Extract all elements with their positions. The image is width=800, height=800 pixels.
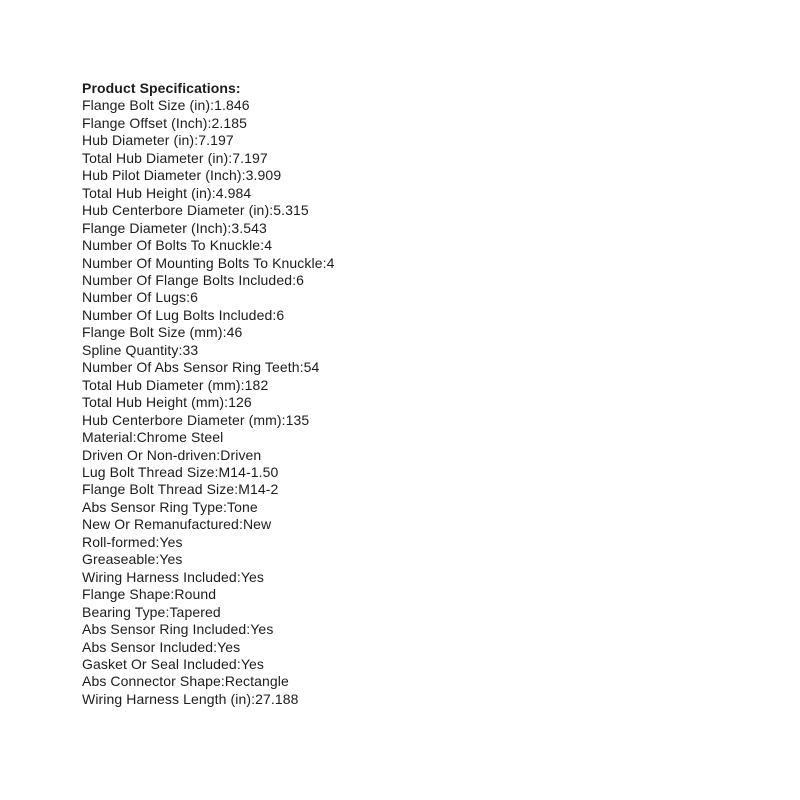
spec-separator: : xyxy=(211,184,216,201)
spec-row xyxy=(82,185,334,202)
spec-label: Bearing Type xyxy=(82,603,166,620)
spec-separator: : xyxy=(132,429,137,446)
spec-row xyxy=(82,586,334,603)
spec-value: 2.185 xyxy=(211,114,248,131)
spec-row xyxy=(82,202,334,219)
spec-row xyxy=(82,621,334,638)
spec-separator: : xyxy=(240,376,245,393)
spec-separator: : xyxy=(207,114,212,131)
spec-value: Driven xyxy=(220,446,262,463)
spec-row xyxy=(82,150,334,167)
spec-label: Number Of Lug Bolts Included xyxy=(82,306,273,323)
spec-value: 7.197 xyxy=(232,149,268,166)
spec-row xyxy=(82,289,334,306)
spec-row xyxy=(82,324,334,341)
spec-label: Flange Bolt Size (in) xyxy=(82,97,211,114)
spec-separator: : xyxy=(299,359,304,376)
spec-label: New Or Remanufactured xyxy=(82,516,239,533)
spec-separator: : xyxy=(322,254,327,271)
spec-separator: : xyxy=(223,498,228,515)
spec-separator: : xyxy=(269,202,274,219)
spec-row xyxy=(82,516,334,533)
spec-label: Material xyxy=(82,429,133,446)
spec-value: 3.909 xyxy=(245,167,282,184)
spec-separator: : xyxy=(213,638,218,655)
spec-label: Abs Sensor Included xyxy=(82,638,214,655)
spec-label: Wiring Harness Included xyxy=(82,568,237,585)
spec-label: Number Of Abs Sensor Ring Teeth xyxy=(82,359,300,376)
spec-label: Flange Diameter (Inch) xyxy=(82,219,228,236)
spec-separator: : xyxy=(155,551,160,568)
spec-separator: : xyxy=(210,97,215,114)
spec-separator: : xyxy=(227,219,232,236)
spec-label: Gasket Or Seal Included xyxy=(82,655,237,672)
spec-value: 33 xyxy=(182,341,199,358)
spec-separator: : xyxy=(165,603,170,620)
spec-separator: : xyxy=(222,324,227,341)
spec-label: Greaseable xyxy=(82,551,156,568)
spec-label: Number Of Lugs xyxy=(82,289,187,306)
spec-label: Number Of Bolts To Knuckle xyxy=(82,237,261,254)
spec-separator: : xyxy=(272,306,277,323)
spec-separator: : xyxy=(236,655,241,672)
spec-label: Abs Connector Shape xyxy=(82,673,221,690)
spec-label: Abs Sensor Ring Included xyxy=(82,621,247,638)
spec-label: Lug Bolt Thread Size xyxy=(82,463,215,480)
spec-row xyxy=(82,499,334,516)
spec-separator: : xyxy=(238,516,243,533)
spec-separator: : xyxy=(292,271,297,288)
spec-row xyxy=(82,429,334,446)
spec-label: Hub Diameter (in) xyxy=(82,132,195,149)
spec-value: 182 xyxy=(244,376,269,393)
spec-separator: : xyxy=(246,621,251,638)
spec-row xyxy=(82,255,334,272)
spec-value: 126 xyxy=(228,394,252,411)
spec-label: Total Hub Height (in) xyxy=(82,184,212,201)
spec-row xyxy=(82,377,334,394)
spec-separator: : xyxy=(228,149,233,166)
spec-separator: : xyxy=(155,533,160,550)
spec-block xyxy=(82,80,334,708)
spec-row xyxy=(82,97,334,114)
spec-label: Flange Bolt Size (mm) xyxy=(82,324,223,341)
spec-value: Yes xyxy=(240,568,264,585)
spec-label: Total Hub Diameter (mm) xyxy=(82,376,241,393)
spec-row xyxy=(82,447,334,464)
spec-separator: : xyxy=(234,481,239,498)
spec-separator: : xyxy=(178,341,183,358)
spec-separator: : xyxy=(194,132,199,149)
spec-label: Abs Sensor Ring Type xyxy=(82,498,224,515)
spec-label: Hub Pilot Diameter (Inch) xyxy=(82,167,242,184)
spec-label: Total Hub Height (mm) xyxy=(82,394,225,411)
spec-list xyxy=(82,97,334,708)
spec-value: 5.315 xyxy=(273,202,309,219)
spec-value: 6 xyxy=(296,271,304,288)
spec-row xyxy=(82,394,334,411)
spec-row xyxy=(82,691,334,708)
spec-value: Chrome Steel xyxy=(136,429,224,446)
spec-row xyxy=(82,604,334,621)
spec-row xyxy=(82,307,334,324)
spec-title: Product Specifications: xyxy=(82,80,241,96)
spec-value: Round xyxy=(174,586,217,603)
spec-value: 1.846 xyxy=(214,97,250,114)
spec-row xyxy=(82,342,334,359)
spec-label: Flange Bolt Thread Size xyxy=(82,481,235,498)
spec-value: Rectangle xyxy=(224,673,289,690)
spec-value: Yes xyxy=(159,551,183,568)
spec-value: 7.197 xyxy=(198,132,234,149)
spec-value: M14-1.50 xyxy=(218,463,279,480)
spec-separator: : xyxy=(236,568,241,585)
spec-row xyxy=(82,569,334,586)
spec-label: Number Of Mounting Bolts To Knuckle xyxy=(82,254,323,271)
spec-value: 4 xyxy=(326,254,335,271)
spec-row xyxy=(82,656,334,673)
spec-row xyxy=(82,639,334,656)
spec-row xyxy=(82,673,334,690)
spec-row xyxy=(82,220,334,237)
spec-value: 27.188 xyxy=(255,690,299,707)
spec-value: Tone xyxy=(227,498,258,515)
spec-row xyxy=(82,132,334,149)
spec-row xyxy=(82,551,334,568)
spec-value: Yes xyxy=(159,533,183,550)
spec-separator: : xyxy=(251,690,256,707)
spec-label: Number Of Flange Bolts Included xyxy=(82,271,293,288)
spec-label: Flange Offset (Inch) xyxy=(82,114,208,131)
spec-value: Yes xyxy=(240,655,264,672)
spec-row xyxy=(82,534,334,551)
spec-row xyxy=(82,272,334,289)
spec-separator: : xyxy=(241,167,246,184)
spec-separator: : xyxy=(220,673,225,690)
spec-separator: : xyxy=(214,463,219,480)
spec-value: 135 xyxy=(285,411,310,428)
spec-value: New xyxy=(242,516,272,533)
spec-label: Spline Quantity xyxy=(82,341,179,358)
spec-value: 4.984 xyxy=(215,184,252,201)
spec-label: Flange Shape xyxy=(82,586,171,603)
spec-value: 3.543 xyxy=(231,219,267,236)
spec-value: Yes xyxy=(250,621,274,638)
spec-value: 54 xyxy=(303,359,320,376)
spec-row xyxy=(82,412,334,429)
spec-value: 4 xyxy=(264,237,273,254)
spec-row xyxy=(82,167,334,184)
spec-separator: : xyxy=(260,237,265,254)
spec-separator: : xyxy=(216,446,221,463)
spec-value: 46 xyxy=(226,324,243,341)
spec-separator: : xyxy=(186,289,191,306)
spec-value: Tapered xyxy=(169,603,221,620)
spec-label: Driven Or Non-driven xyxy=(82,446,217,463)
spec-label: Wiring Harness Length (in) xyxy=(82,690,252,707)
spec-row xyxy=(82,237,334,254)
spec-separator: : xyxy=(224,394,229,411)
spec-value: 6 xyxy=(190,289,199,306)
spec-row xyxy=(82,359,334,376)
spec-label: Hub Centerbore Diameter (mm) xyxy=(82,411,282,428)
spec-value: M14-2 xyxy=(238,481,279,498)
spec-row xyxy=(82,464,334,481)
spec-label: Hub Centerbore Diameter (in) xyxy=(82,202,270,219)
spec-label: Roll-formed xyxy=(82,533,156,550)
spec-value: Yes xyxy=(217,638,241,655)
spec-label: Total Hub Diameter (in) xyxy=(82,149,229,166)
spec-separator: : xyxy=(281,411,286,428)
spec-value: 6 xyxy=(276,306,285,323)
spec-row xyxy=(82,115,334,132)
spec-row xyxy=(82,481,334,498)
spec-separator: : xyxy=(170,586,175,603)
